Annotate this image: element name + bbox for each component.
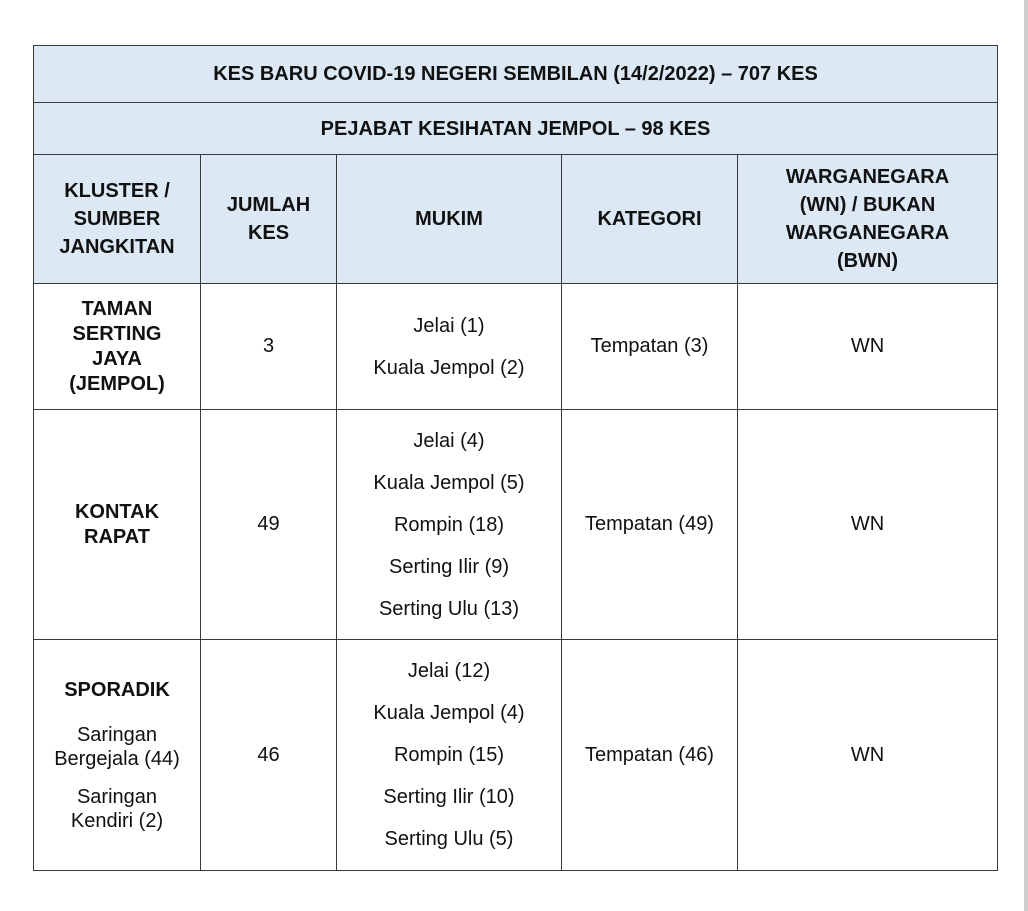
mukim-cell: Jelai (4) Kuala Jempol (5) Rompin (18) Serting Ilir (9) Serting Ulu (13) [337, 410, 562, 640]
source-detail: Saringan Bergejala (44) [54, 723, 180, 770]
header-citizenship: WARGANEGARA (WN) / BUKAN WARGANEGARA (BWN) [738, 155, 998, 284]
covid-cases-table [33, 45, 998, 871]
table-row [34, 410, 998, 640]
source-detail: Saringan Kendiri (2) [70, 785, 164, 832]
source-cell: TAMAN SERTING JAYA (JEMPOL) [34, 284, 201, 410]
title-row [34, 46, 998, 103]
category-cell: Tempatan (3) [562, 284, 738, 410]
table-row [34, 640, 998, 871]
category-cell: Tempatan (46) [562, 640, 738, 871]
table-row [34, 284, 998, 410]
header-count: JUMLAH KES [201, 155, 337, 284]
office-title: PEJABAT KESIHATAN JEMPOL – 98 KES [34, 103, 998, 155]
table-title: KES BARU COVID-19 NEGERI SEMBILAN (14/2/2022) – 707 KES [34, 46, 998, 103]
office-row [34, 103, 998, 155]
header-source: KLUSTER / SUMBER JANGKITAN [34, 155, 201, 284]
mukim-cell: Jelai (1) Kuala Jempol (2) [337, 284, 562, 410]
mukim-cell: Jelai (12) Kuala Jempol (4) Rompin (15) Serting Ilir (10) Serting Ulu (5) [337, 640, 562, 871]
header-category: KATEGORI [562, 155, 738, 284]
count-cell: 3 [201, 284, 337, 410]
citizenship-cell: WN [738, 284, 998, 410]
count-cell: 46 [201, 640, 337, 871]
header-mukim: MUKIM [337, 155, 562, 284]
count-cell: 49 [201, 410, 337, 640]
source-cell: SPORADIK Saringan Bergejala (44) Saringan Kendiri (2) [34, 640, 201, 871]
citizenship-cell: WN [738, 640, 998, 871]
header-row [34, 155, 998, 284]
page-edge-strip [1024, 0, 1028, 911]
category-cell: Tempatan (49) [562, 410, 738, 640]
source-cell: KONTAK RAPAT [34, 410, 201, 640]
citizenship-cell: WN [738, 410, 998, 640]
